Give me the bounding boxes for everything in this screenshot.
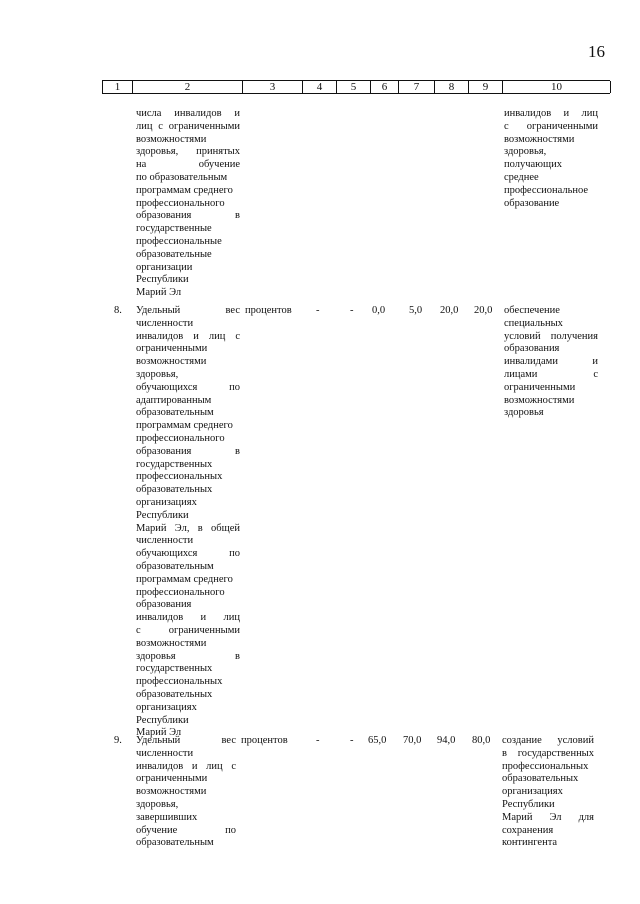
column-header: 1	[103, 81, 133, 93]
row-col5-value: -	[350, 305, 354, 316]
column-header: 6	[371, 81, 399, 93]
table-header-row	[102, 80, 610, 94]
continuation-purpose-text: инвалидов и лиц с ограниченными возможностями здоровья, получающих среднее профессиональное образование	[504, 108, 598, 209]
column-header: 7	[399, 81, 435, 93]
row-col5-value: -	[350, 735, 354, 746]
row-col7-value: 70,0	[403, 735, 422, 746]
column-header: 8	[435, 81, 469, 93]
row-col9-value: 80,0	[472, 735, 491, 746]
column-header: 10	[503, 81, 611, 93]
row-col6-value: 65,0	[368, 735, 387, 746]
row-col7-value: 5,0	[409, 305, 423, 316]
row-number: 9.	[114, 735, 122, 746]
row-col6-value: 0,0	[372, 305, 386, 316]
row-indicator-text: Удельный вес численности инвалидов и лиц с ограниченными возможностями здоровья, завершивших обучение по образовательным	[136, 735, 236, 849]
row-purpose-text: обеспечение специальных условий получения образования инвалидами и лицами с ограниченными возможностями здоровья	[504, 305, 598, 419]
row-col4-value: -	[316, 735, 320, 746]
column-header: 3	[243, 81, 303, 93]
row-purpose-text: создание условий в государственных профессиональных образовательных организациях Республики Марий Эл для сохранения контингента	[502, 735, 594, 849]
row-col8-value: 20,0	[440, 305, 459, 316]
continuation-indicator-text: числа инвалидов и лиц с ограниченными возможностями здоровья, принятых на обучение по образовательным программам среднего профессионального образования в государственные профессиональные образовательные организации Республики Марий Эл	[136, 108, 240, 299]
column-header: 9	[469, 81, 503, 93]
page-number: 16	[588, 42, 605, 61]
row-col8-value: 94,0	[437, 735, 456, 746]
row-unit: процентов	[241, 735, 288, 746]
row-col4-value: -	[316, 305, 320, 316]
column-header: 4	[303, 81, 337, 93]
column-header: 5	[337, 81, 371, 93]
row-col9-value: 20,0	[474, 305, 493, 316]
row-indicator-text: Удельный вес численности инвалидов и лиц с ограниченными возможностями здоровья, обучающихся по адаптированным образовательным программам среднего профессионального образования в государственных профессиональных образовательных организациях Республики Марий Эл, в общей численности обучающихся по образовательным программам среднего профессионального образования инвалидов и лиц с ограниченными возможностями здоровья в государственных профессиональных образовательных организациях Республики Марий Эл	[136, 305, 240, 739]
row-unit: процентов	[245, 305, 292, 316]
row-number: 8.	[114, 305, 122, 316]
column-header: 2	[133, 81, 243, 93]
